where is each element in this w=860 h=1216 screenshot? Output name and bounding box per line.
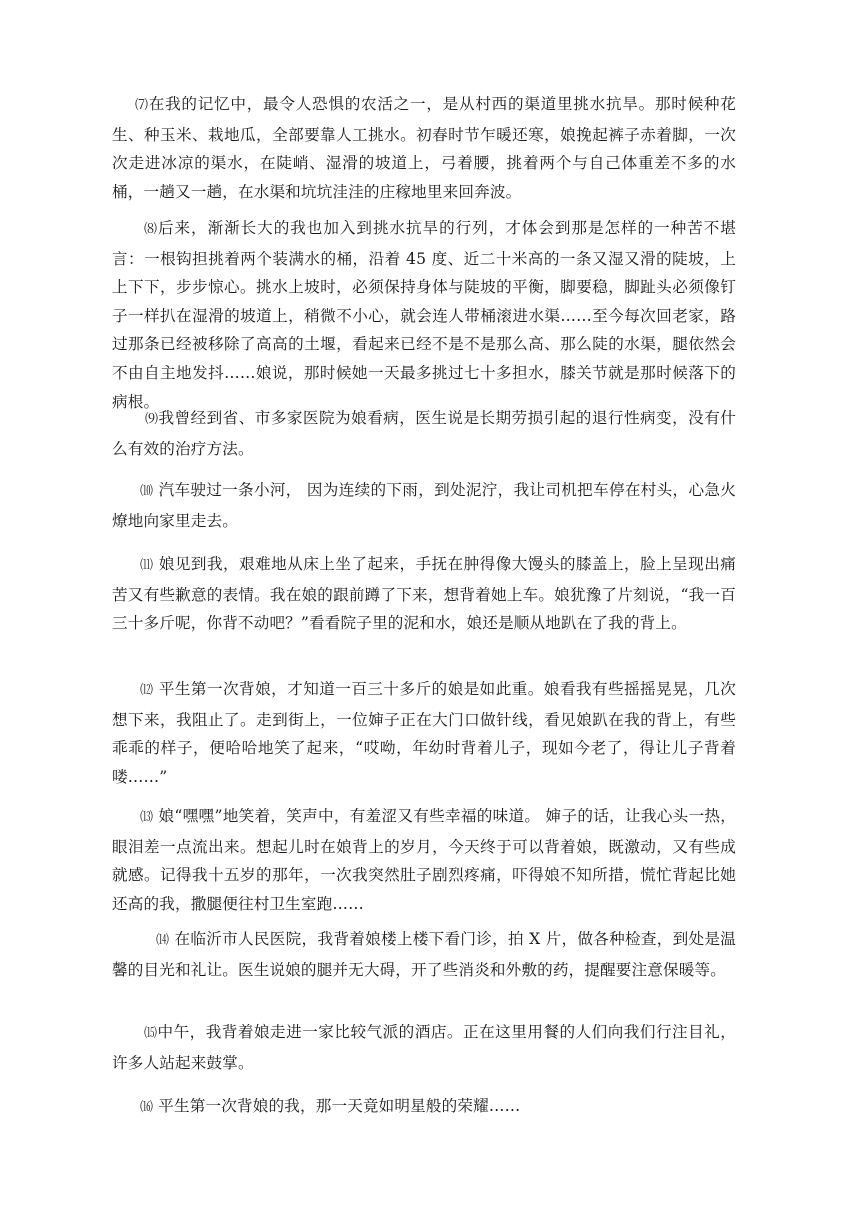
paragraph-text: 平生第一次背娘，才知道一百三十多斤的娘是如此重。娘看我有些摇摇晃晃，几次想下来，我阻止了。走到街上，一位婶子正在大门口做针线，看见娘趴在我的背上，有些乖乖的样子，便哈哈地笑了起来，“哎呦，年幼时背着儿子，现如今老了，得让儿子背着喽……” — [112, 680, 736, 786]
paragraph-number: ⑽ — [140, 484, 154, 499]
paragraph-number: ⑿ — [140, 683, 154, 698]
paragraph-14 — [112, 925, 736, 984]
paragraph-9 — [112, 404, 736, 463]
paragraph-text: 在临沂市人民医院，我背着娘楼上楼下看门诊，拍 X 片，做各种检查，到处是温馨的目光和礼让。医生说娘的腿并无大碍，开了些消炎和外敷的药，提醒要注意保暖等。 — [112, 930, 736, 979]
paragraph-number: ⒂ — [144, 1026, 158, 1041]
paragraph-number: ⑻ — [144, 222, 158, 237]
paragraph-15 — [112, 1018, 736, 1077]
paragraph-7 — [112, 90, 736, 206]
paragraph-13 — [112, 802, 736, 918]
paragraph-number: ⒀ — [140, 810, 154, 825]
paragraph-text: 平生第一次背娘的我，那一天竟如明星般的荣耀…… — [153, 1097, 521, 1115]
paragraph-10 — [112, 476, 736, 535]
paragraph-text: 汽车驶过一条小河， 因为连续的下雨，到处泥泞，我让司机把车停在村头，心急火燎地向家里走去。 — [112, 481, 736, 530]
paragraph-number: ⑾ — [140, 558, 154, 573]
paragraph-11 — [112, 550, 736, 638]
paragraph-16 — [112, 1092, 736, 1123]
paragraph-text: 在我的记忆中，最令人恐惧的农活之一，是从村西的渠道里挑水抗旱。那时候种花生、种玉米、栽地瓜，全部要靠人工挑水。初春时节乍暖还寒，娘挽起裤子赤着脚，一次次走进冰凉的渠水，在陡峭、湿滑的坡道上，弓着腰，挑着两个与自己体重差不多的水桶，一趟又一趟，在水渠和坑坑洼洼的庄稼地里来回奔波。 — [112, 95, 737, 201]
paragraph-text: 娘“嘿嘿”地笑着，笑声中，有羞涩又有些幸福的味道。 婶子的话，让我心头一热，眼泪差一点流出来。想起儿时在娘背上的岁月，今天终于可以背着娘，既激动，又有些成就感。记得我十五岁的那年，一次我突然肚子剧烈疼痛，吓得娘不知所措，慌忙背起比她还高的我，撒腿便往村卫生室跑…… — [112, 807, 736, 913]
paragraph-12 — [112, 675, 736, 791]
paragraph-number: ⑼ — [145, 412, 159, 427]
paragraph-8 — [112, 214, 736, 416]
paragraph-text: 娘见到我，艰难地从床上坐了起来，手抚在肿得像大馒头的膝盖上，脸上呈现出痛苦又有些歉意的表情。我在娘的跟前蹲了下来，想背着她上车。娘犹豫了片刻说，“我一百三十多斤呢，你背不动吧？”看看院子里的泥和水，娘还是顺从地趴在了我的背上。 — [112, 555, 736, 633]
paragraph-text: 中午，我背着娘走进一家比较气派的酒店。正在这里用餐的人们向我们行注目礼，许多人站起来鼓掌。 — [112, 1023, 737, 1072]
paragraph-number: ⒃ — [140, 1100, 154, 1115]
paragraph-number: ⑺ — [135, 98, 149, 113]
paragraph-number: ⒁ — [156, 933, 170, 948]
paragraph-text: 我曾经到省、市多家医院为娘看病，医生说是长期劳损引起的退行性病变，没有什么有效的治疗方法。 — [112, 409, 736, 458]
paragraph-text: 后来，渐渐长大的我也加入到挑水抗旱的行列，才体会到那是怎样的一种苦不堪言：一根钩担挑着两个装满水的桶，沿着 45 度、近二十米高的一条又湿又滑的陡坡，上上下下，步步惊心。挑水上坡时，必须保持身体与陡坡的平衡，脚要稳，脚趾头必须像钉子一样扒在湿滑的坡道上，稍微不小心，就会连人带桶滚进水渠……至今每次回老家，路过那条已经被移除了高高的土堰，看起来已经不是不是那么高、那么陡的水渠，腿依然会不由自主地发抖……娘说，那时候她一天最多挑过七十多担水，膝关节就是那时候落下的病根。 — [112, 219, 736, 411]
